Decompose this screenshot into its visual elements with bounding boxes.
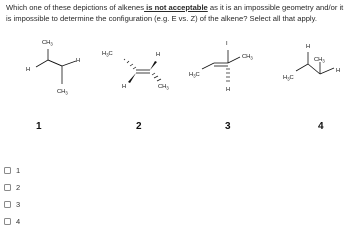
- molecule-1-bottom-label: $CH_3$: [57, 89, 68, 96]
- molecule-3-number: 3: [225, 121, 231, 132]
- molecule-4-left-label: $H_3C$: [283, 75, 294, 82]
- option-3[interactable]: [4, 199, 20, 210]
- question-emphasis: is not acceptable: [144, 3, 208, 12]
- option-4[interactable]: [4, 216, 20, 227]
- molecule-3-top-label: I: [226, 41, 228, 47]
- molecule-1: [36, 49, 76, 84]
- option-2[interactable]: [4, 182, 20, 193]
- option-2-label: 2: [16, 183, 21, 192]
- molecule-4-right-label: H: [336, 68, 341, 74]
- molecule-2-number: 2: [136, 121, 142, 132]
- option-2-checkbox[interactable]: [4, 184, 11, 191]
- option-3-checkbox[interactable]: [4, 201, 11, 208]
- option-4-label: 4: [16, 217, 21, 226]
- molecule-2-top-right-label: H: [156, 52, 161, 58]
- molecule-1-right-label: H: [76, 58, 81, 64]
- molecule-4-top-label: H: [306, 44, 311, 50]
- molecule-4: [296, 52, 334, 74]
- option-4-checkbox[interactable]: [4, 218, 11, 225]
- molecule-3: [202, 50, 240, 69]
- molecule-2-top-left-label: $H_3C$: [102, 51, 113, 58]
- molecule-3-bottom-label: H: [226, 87, 231, 93]
- molecule-3-left-label: $H_3C$: [189, 72, 200, 79]
- molecule-3-hashed-bond: [226, 69, 230, 81]
- molecule-2-bottom-left-label: H: [122, 84, 127, 90]
- question-text-part1: Which one of these depictions of alkenes: [6, 3, 145, 12]
- option-1-label: 1: [16, 166, 21, 175]
- molecule-1-number: 1: [36, 121, 42, 132]
- option-1[interactable]: [4, 165, 20, 176]
- molecule-1-left-label: H: [26, 67, 31, 73]
- molecule-4-number: 4: [318, 121, 324, 132]
- option-1-checkbox[interactable]: [4, 167, 11, 174]
- molecule-4-top-right-label: $CH_3$: [314, 57, 325, 64]
- molecule-3-right-label: $CH_3$: [242, 54, 253, 61]
- option-3-label: 3: [16, 200, 21, 209]
- molecule-1-top-label: $CH_3$: [42, 40, 53, 47]
- question-text-part2: as it is an impossible geometry and/or it is impossible to determine the configuration (e.g. E vs. Z) of the alkene? Select all that apply.: [6, 3, 344, 23]
- molecule-2-bottom-right-label: $CH_3$: [158, 84, 169, 91]
- molecule-2: [136, 70, 150, 73]
